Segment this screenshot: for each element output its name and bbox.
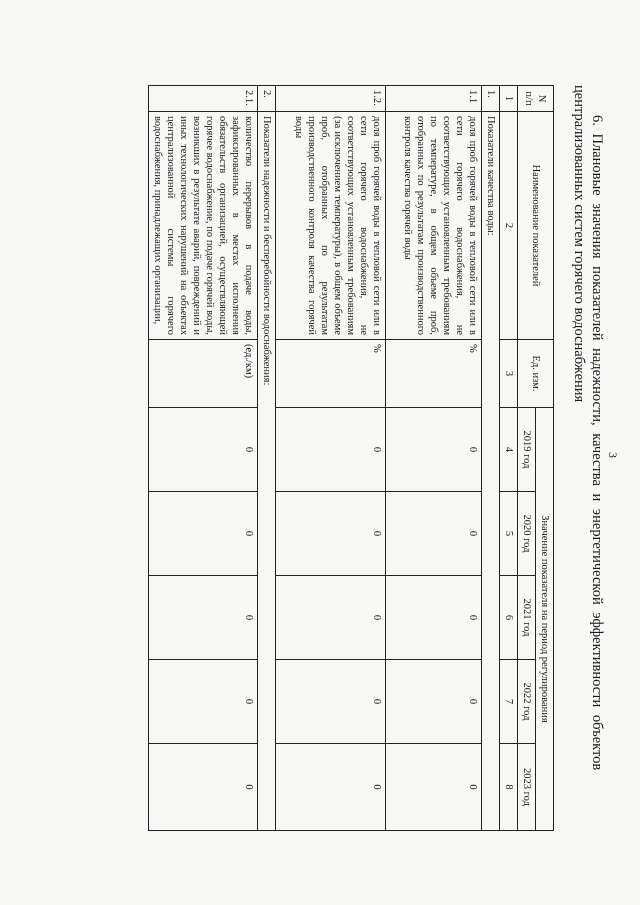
table-row bbox=[149, 86, 258, 831]
row-value: 0 bbox=[386, 492, 482, 576]
row-unit: (ед./км) bbox=[149, 340, 258, 408]
row-num: 1.2. bbox=[276, 86, 386, 112]
column-number: 8 bbox=[500, 744, 518, 831]
row-value: 0 bbox=[149, 408, 258, 492]
row-unit: % bbox=[386, 340, 482, 408]
column-number: 2 bbox=[500, 112, 518, 340]
section-title: Показатели качества воды: bbox=[482, 112, 500, 831]
column-number-row bbox=[500, 86, 518, 831]
indicators-table bbox=[148, 85, 554, 831]
section-num: 1. bbox=[482, 86, 500, 112]
section-row-quality bbox=[482, 86, 500, 831]
row-value: 0 bbox=[276, 492, 386, 576]
header-year-2022: 2022 год bbox=[518, 660, 536, 744]
table-row bbox=[386, 86, 482, 831]
row-value: 0 bbox=[386, 576, 482, 660]
row-value: 0 bbox=[276, 744, 386, 831]
column-number: 7 bbox=[500, 660, 518, 744]
row-value: 0 bbox=[276, 660, 386, 744]
column-number: 5 bbox=[500, 492, 518, 576]
column-number: 6 bbox=[500, 576, 518, 660]
section-title: Показатели надежности и бесперебойности водоснабжения: bbox=[258, 112, 276, 831]
section-num: 2. bbox=[258, 86, 276, 112]
header-name: Наименование показателей bbox=[518, 112, 554, 340]
title-line-1: 6. Плановые значения показателей надежности, качества и энергетической эффективности объектов bbox=[589, 115, 605, 771]
row-value: 0 bbox=[386, 660, 482, 744]
header-unit: Ед. изм. bbox=[518, 340, 554, 408]
row-value: 0 bbox=[149, 660, 258, 744]
column-number: 4 bbox=[500, 408, 518, 492]
header-year-2019: 2019 год bbox=[518, 408, 536, 492]
row-value: 0 bbox=[386, 408, 482, 492]
row-name: доля проб горячей воды в тепловой сети или в сети горячего водоснабжения, не соответствующих установленным требованиям по температуре, в общем объеме проб, отобранных по результатам производственного контроля качества горячей воды bbox=[386, 112, 482, 340]
column-number: 3 bbox=[500, 340, 518, 408]
row-unit: % bbox=[276, 340, 386, 408]
row-num: 2.1. bbox=[149, 86, 258, 112]
header-num: N п/п bbox=[518, 86, 554, 112]
page-number: 3 bbox=[606, 452, 620, 458]
header-year-2021: 2021 год bbox=[518, 576, 536, 660]
header-period: Значение показателя на период регулирования bbox=[536, 408, 554, 831]
header-year-2020: 2020 год bbox=[518, 492, 536, 576]
header-year-2023: 2023 год bbox=[518, 744, 536, 831]
row-name: доля проб горячей воды в тепловой сети или в сети горячего водоснабжения, не соответствующих установленным требованиям (за исключением температуры), в общем объеме проб, отобранных по результатам производственного контроля качества горячей воды bbox=[276, 112, 386, 340]
row-value: 0 bbox=[149, 744, 258, 831]
document-title bbox=[570, 85, 606, 825]
row-value: 0 bbox=[386, 744, 482, 831]
section-row-reliability bbox=[258, 86, 276, 831]
rotated-content bbox=[30, 55, 620, 855]
row-value: 0 bbox=[276, 576, 386, 660]
column-number: 1 bbox=[500, 86, 518, 112]
table-row bbox=[276, 86, 386, 831]
row-name: количество перерывов в подаче воды, зафиксированных в местах исполнения обязательств организацией, осуществляющей горячее водоснабжение, по подаче горячей воды, возникших в результате аварий, повреждений и иных технологических нарушений на объектах централизованной системы горячего водоснабжения, принадлежащих организации, bbox=[149, 112, 258, 340]
row-value: 0 bbox=[149, 492, 258, 576]
row-num: 1.1 bbox=[386, 86, 482, 112]
row-value: 0 bbox=[149, 576, 258, 660]
title-line-2: централизованных систем горячего водоснабжения bbox=[571, 85, 587, 403]
row-value: 0 bbox=[276, 408, 386, 492]
